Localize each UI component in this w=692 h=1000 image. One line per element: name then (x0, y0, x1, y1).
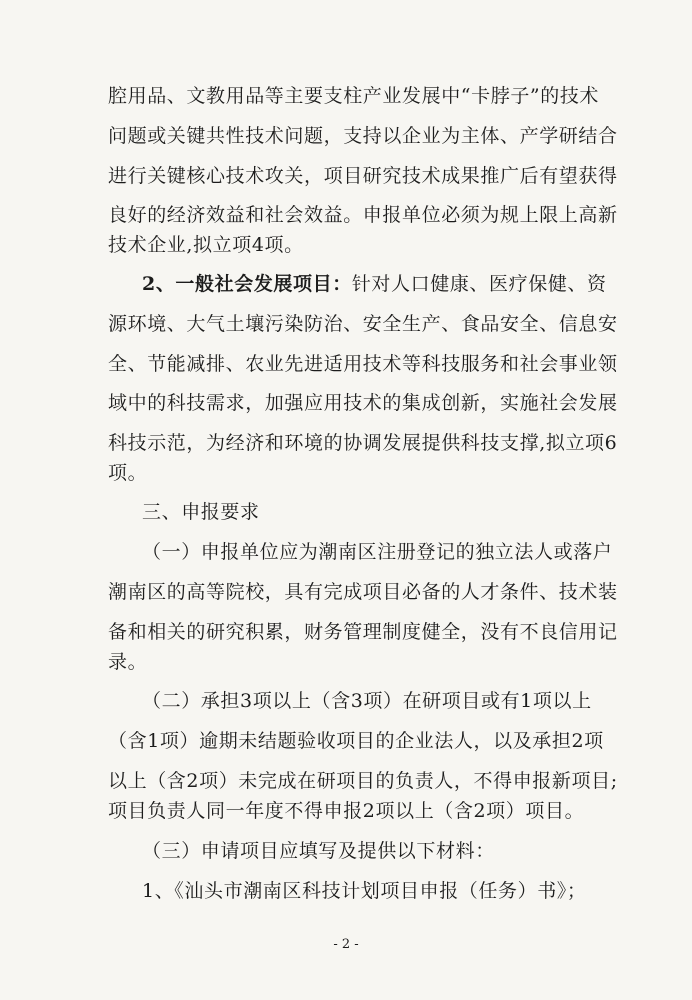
paragraph-line: 源环境、大气土壤污染防治、安全生产、食品安全、信息安 (108, 313, 618, 335)
paragraph-line: 备和相关的研究积累，财务管理制度健全，没有不良信用记 (108, 621, 618, 643)
item-2-label: 2、一般社会发展项目： (142, 273, 352, 295)
paragraph-line: 进行关键核心技术攻关，项目研究技术成果推广后有望获得 (108, 165, 618, 187)
page-number: - 2 - (333, 937, 359, 952)
paragraph-line: 项。 (108, 462, 148, 484)
paragraph-line: （一）申报单位应为潮南区注册登记的独立法人或落户 (142, 541, 613, 563)
paragraph-line: 良好的经济效益和社会效益。申报单位必须为规上限上高新 (108, 204, 618, 226)
paragraph-line: 以上（含2项）未完成在研项目的负责人，不得申报新项目; (108, 770, 618, 792)
paragraph-line: （二）承担3项以上（含3项）在研项目或有1项以上 (142, 690, 592, 712)
item-2-first-line (142, 272, 607, 296)
paragraph-line: （含1项）逾期未结题验收项目的企业法人，以及承担2项 (108, 730, 604, 752)
paragraph-line: 科技示范，为经济和环境的协调发展提供科技支撑,拟立项6 (108, 432, 618, 454)
item-2-text: 针对人口健康、医疗保健、资 (351, 273, 607, 295)
paragraph-line: 腔用品、文教用品等主要支柱产业发展中“卡脖子”的技术 (108, 85, 600, 107)
paragraph-line: 潮南区的高等院校，具有完成项目必备的人才条件、技术装 (108, 581, 618, 603)
paragraph-line: 项目负责人同一年度不得申报2项以上（含2项）项目。 (108, 800, 585, 822)
paragraph-line: 全、节能减排、农业先进适用技术等科技服务和社会事业领 (108, 353, 618, 375)
paragraph-line: 1、《汕头市潮南区科技计划项目申报（任务）书》； (142, 880, 587, 902)
paragraph-line: 问题或关键共性技术问题，支持以企业为主体、产学研结合 (108, 125, 618, 147)
paragraph-line: （三）申请项目应填写及提供以下材料： (142, 840, 495, 862)
section-heading: 三、申报要求 (142, 501, 260, 523)
paragraph-line: 录。 (108, 651, 148, 673)
paragraph-line: 域中的科技需求，加强应用技术的集成创新，实施社会发展 (108, 392, 618, 414)
paragraph-line: 技术企业,拟立项4项。 (108, 234, 304, 256)
